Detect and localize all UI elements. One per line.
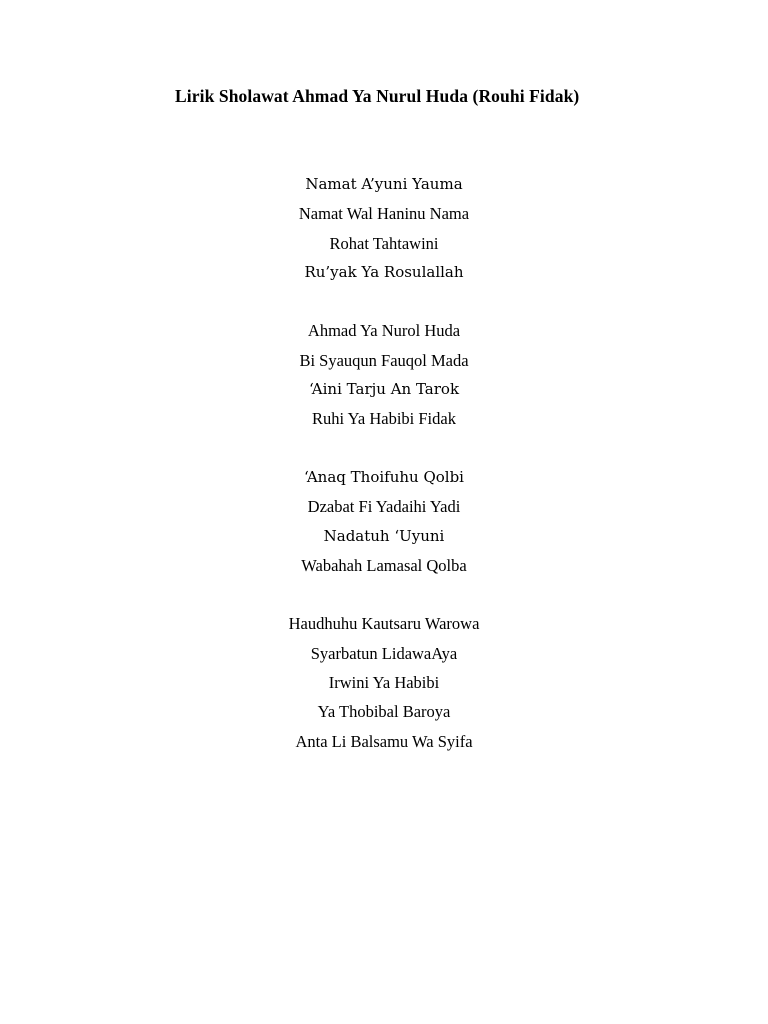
- lyric-line: Ya Thobibal Baroya: [317, 702, 451, 722]
- stanza-gap: [0, 287, 768, 316]
- lyric-line: Haudhuhu Kautsaru Warowa: [288, 614, 480, 634]
- lyric-line: Irwini Ya Habibi: [328, 673, 440, 693]
- lyrics-body: [0, 170, 768, 756]
- lyric-line: Dzabat Fi Yadaihi Yadi: [307, 497, 461, 517]
- stanza-2: [0, 316, 768, 433]
- lyric-line: ‘Anaq Thoifuhu Qolbi: [304, 467, 464, 486]
- lyric-line: Ru’yak Ya Rosulallah: [304, 262, 464, 281]
- lyric-line: Syarbatun LidawaAya: [310, 643, 458, 663]
- lyric-line: Namat Wal Haninu Nama: [298, 204, 470, 224]
- lyric-line: Ruhi Ya Habibi Fidak: [312, 409, 456, 429]
- stanza-gap: [0, 580, 768, 609]
- lyric-line: ‘Aini Tarju An Tarok: [308, 380, 460, 399]
- lyric-line: Wabahah Lamasal Qolba: [301, 555, 467, 575]
- stanza-3: [0, 463, 768, 580]
- lyric-line: Bi Syauqun Fauqol Mada: [299, 350, 469, 370]
- lyric-line: Namat A’yuni Yauma: [305, 175, 463, 193]
- lyric-line: Ahmad Ya Nurol Huda: [307, 321, 461, 341]
- lyric-line: Rohat Tahtawini: [329, 233, 439, 253]
- lyric-line: Anta Li Balsamu Wa Syifa: [295, 731, 473, 751]
- stanza-gap: [0, 434, 768, 463]
- stanza-1: [0, 170, 768, 287]
- stanza-4: [0, 609, 768, 755]
- lyric-line: Nadatuh ‘Uyuni: [323, 526, 445, 545]
- document-title: Lirik Sholawat Ahmad Ya Nurul Huda (Rouhi Fidak): [175, 86, 580, 106]
